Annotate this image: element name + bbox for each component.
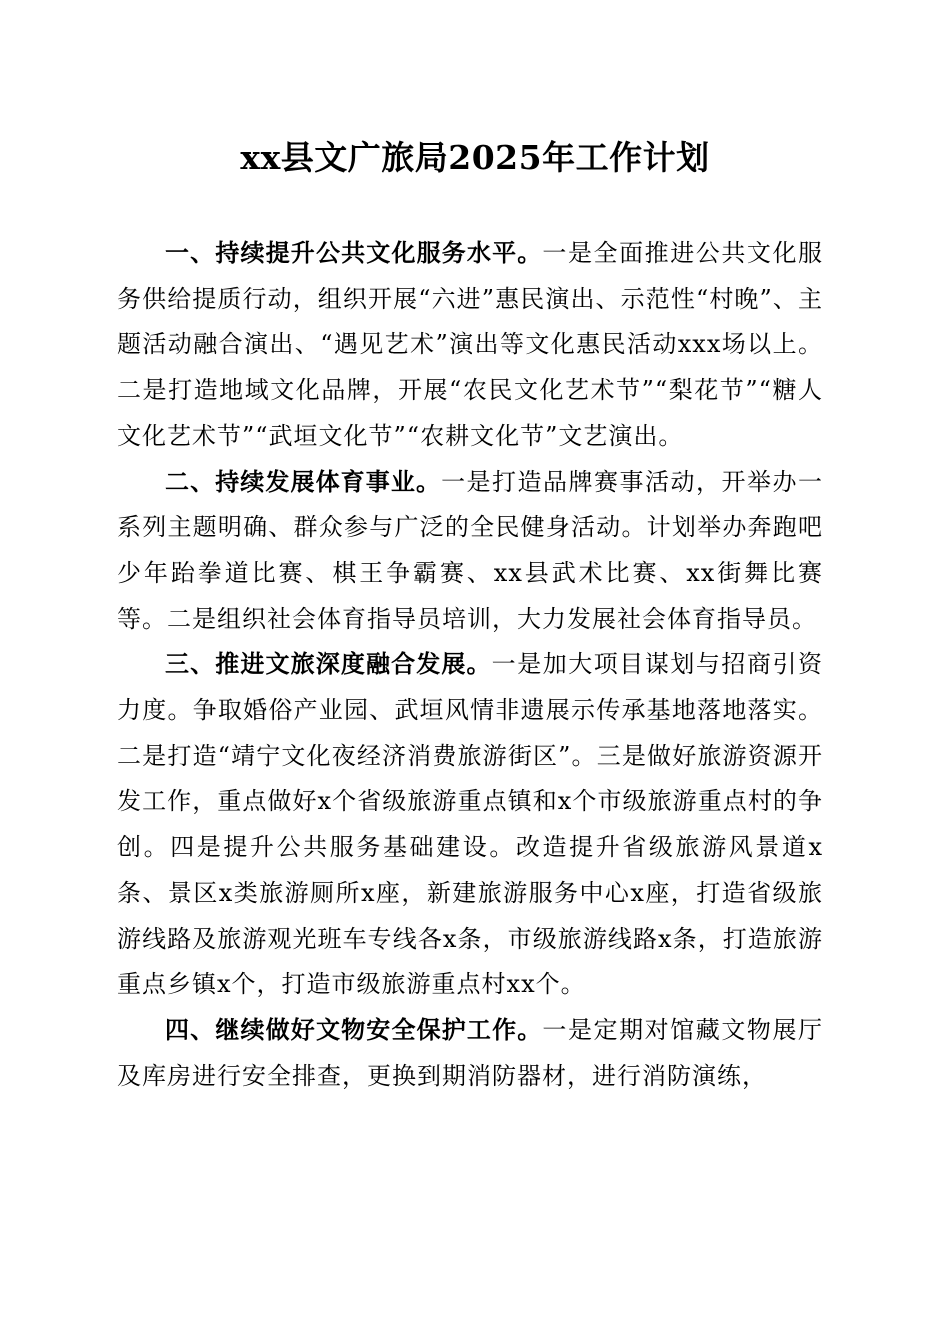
paragraph-sports bbox=[117, 460, 823, 643]
paragraph-culture-tourism bbox=[117, 642, 823, 1008]
paragraph-text: 一是打造品牌赛事活动，开举办一系列主题明确、群众参与广泛的全民健身活动。计划举办奔跑吧少年跆拳道比赛、棋王争霸赛、xx县武术比赛、xx街舞比赛等。二是组织社会体育指导员培训，大力发展社会体育指导员。 bbox=[117, 467, 824, 633]
paragraph-text: 一是加大项目谋划与招商引资力度。争取婚俗产业园、武垣风情非遗展示传承基地落地落实。二是打造“靖宁文化夜经济消费旅游街区”。三是做好旅游资源开发工作，重点做好x个省级旅游重点镇和x个市级旅游重点村的争创。四是提升公共服务基础建设。改造提升省级旅游风景道x条、景区x类旅游厕所x座，新建旅游服务中心x座，打造省级旅游线路及旅游观光班车专线各x条，市级旅游线路x条，打造旅游重点乡镇x个，打造市级旅游重点村xx个。 bbox=[117, 650, 824, 999]
section-heading: 四、继续做好文物安全保护工作。 bbox=[165, 1015, 543, 1044]
section-heading: 一、持续提升公共文化服务水平。 bbox=[165, 239, 543, 267]
section-heading: 三、推进文旅深度融合发展。 bbox=[165, 650, 492, 679]
document-title: xx县文广旅局2025年工作计划 bbox=[240, 138, 710, 177]
paragraph-public-culture bbox=[117, 231, 823, 460]
paragraph-relics-protection bbox=[117, 1008, 823, 1099]
paragraph-text: 一是全面推进公共文化服务供给提质行动，组织开展“六进”惠民演出、示范性“村晚”、主题活动融合演出、“遇见艺术”演出等文化惠民活动xxx场以上。二是打造地域文化品牌，开展“农民文化艺术节”“梨花节”“糖人文化艺术节”“武垣文化节”“农耕文化节”文艺演出。 bbox=[117, 239, 824, 450]
section-heading: 二、持续发展体育事业。 bbox=[165, 467, 442, 496]
document-body bbox=[117, 231, 823, 1099]
paragraph-text: 一是定期对馆藏文物展厅及库房进行安全排查，更换到期消防器材，进行消防演练， bbox=[117, 1015, 824, 1090]
